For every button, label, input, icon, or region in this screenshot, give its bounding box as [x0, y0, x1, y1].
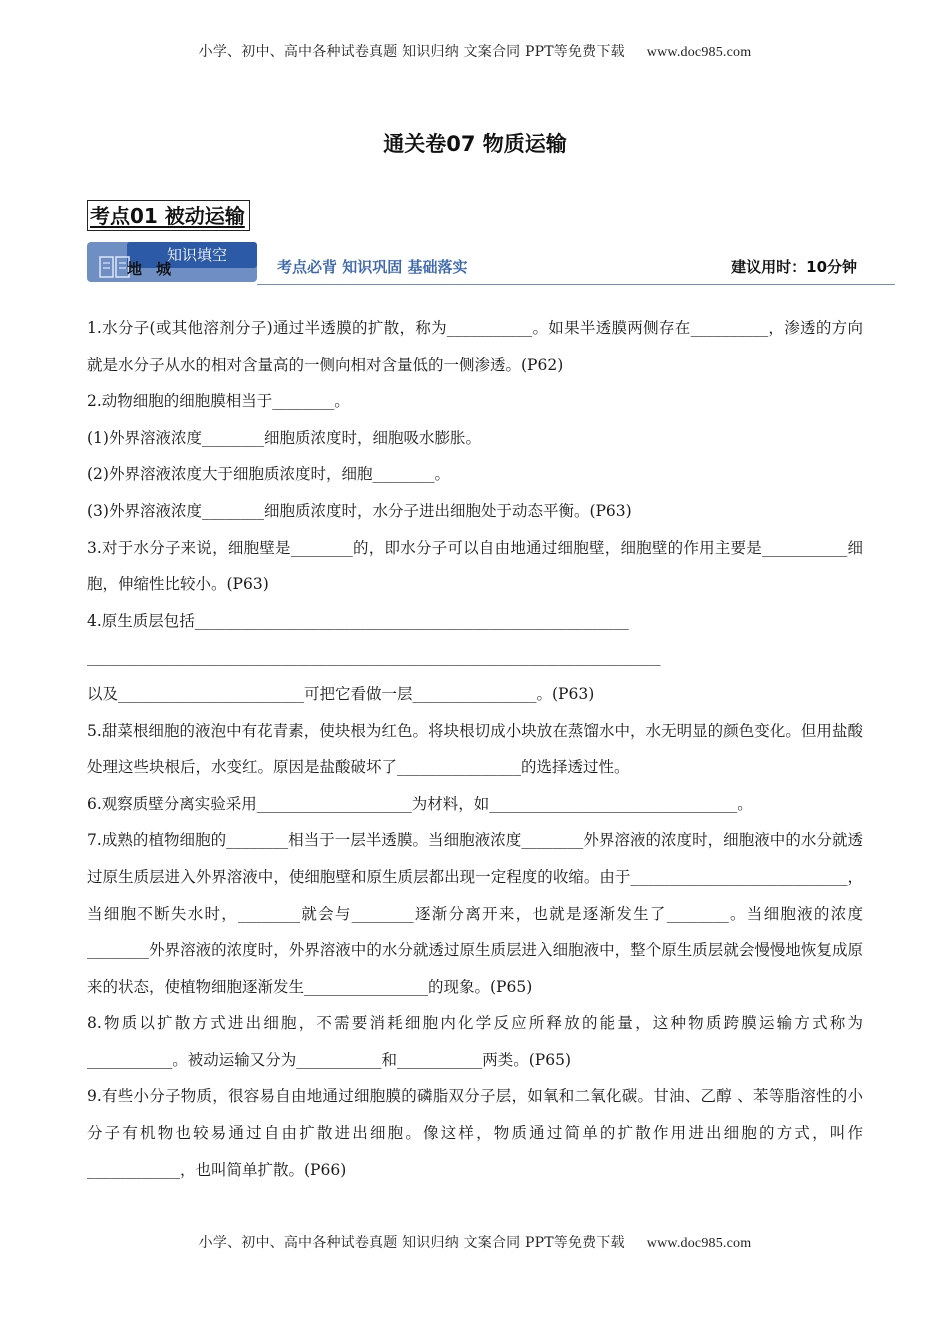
- banner-tag: 知识填空: [167, 246, 228, 264]
- question-3: 3.对于水分子来说，细胞壁是________的，即水分子可以自由地通过细胞壁，细胞壁的作用主要是___________细胞，伸缩性比较小。(P63): [87, 538, 863, 594]
- question-list: [87, 310, 863, 1188]
- footer-text: 小学、初中、高中各种试卷真题 知识归纳 文案合同 PPT等免费下载: [198, 1235, 625, 1251]
- section-banner: [87, 242, 895, 290]
- question-4-line-3: 以及________________________可把它看做一层________________。(P63): [87, 684, 595, 703]
- header-text: 小学、初中、高中各种试卷真题 知识归纳 文案合同 PPT等免费下载: [198, 44, 625, 60]
- question-2-part-1: (1)外界溶液浓度________细胞质浓度时，细胞吸水膨胀。: [87, 428, 481, 447]
- question-9: 9.有些小分子物质，很容易自由地通过细胞膜的磷脂双分子层，如氧和二氧化碳。甘油、乙醇 、苯等脂溶性的小分子有机物也较易通过自由扩散进出细胞。像这样，物质通过简单的扩散作用进出细胞的方式，叫作____________，也叫简单扩散。(P66): [87, 1087, 863, 1179]
- question-4-line-2: __________________________________________________________________________: [87, 648, 661, 667]
- question-7: 7.成熟的植物细胞的________相当于一层半透膜。当细胞液浓度________外界溶液的浓度时，细胞液中的水分就透过原生质层进入外界溶液中，使细胞壁和原生质层都出现一定程度的收缩。由于____________________________，当细胞不断失水时，________就会与________逐渐分离开来，也就是逐渐发生了________。当细胞液的浓度________外界溶液的浓度时，外界溶液中的水分就透过原生质层进入细胞液中，整个原生质层就会慢慢地恢复成原来的状态，使植物细胞逐渐发生________________的现象。(P65): [87, 831, 863, 996]
- question-2-part-2: (2)外界溶液浓度大于细胞质浓度时，细胞________。: [87, 465, 450, 484]
- question-1: 1.水分子(或其他溶剂分子)通过半透膜的扩散，称为___________。如果半透膜两侧存在__________，渗透的方向就是水分子从水的相对含量高的一侧向相对含量低的一侧渗透。(P62): [87, 319, 863, 374]
- section-heading: [87, 200, 250, 231]
- question-4: 4.原生质层包括________________________________________________________: [87, 611, 629, 630]
- question-5: 5.甜菜根细胞的液泡中有花青素，使块根为红色。将块根切成小块放在蒸馏水中，水无明显的颜色变化。但用盐酸处理这些块根后，水变红。原因是盐酸破坏了________________的选择透过性。: [87, 721, 863, 777]
- question-6: 6.观察质壁分离实验采用____________________为材料，如________________________________。: [87, 794, 753, 813]
- question-2-part-3: (3)外界溶液浓度________细胞质浓度时，水分子进出细胞处于动态平衡。(P63): [87, 501, 632, 520]
- header-site: www.doc985.com: [646, 45, 752, 60]
- question-2: 2.动物细胞的细胞膜相当于________。: [87, 392, 350, 411]
- page-header: [0, 41, 950, 61]
- footer-site: www.doc985.com: [646, 1236, 752, 1251]
- banner-sub: 地城: [127, 260, 186, 278]
- page-footer: [0, 1232, 950, 1252]
- section-heading-text: 考点01 被动运输: [90, 204, 245, 228]
- question-8: 8.物质以扩散方式进出细胞，不需要消耗细胞内化学反应所释放的能量，这种物质跨膜运输方式称为___________。被动运输又分为___________和___________两类。(P65): [87, 1014, 863, 1069]
- banner-slogan: 考点必背 知识巩固 基础落实: [277, 258, 468, 276]
- page-title: 通关卷07 物质运输: [383, 132, 567, 156]
- banner-rule: [257, 284, 895, 285]
- suggested-time: 建议用时：10分钟: [731, 258, 857, 276]
